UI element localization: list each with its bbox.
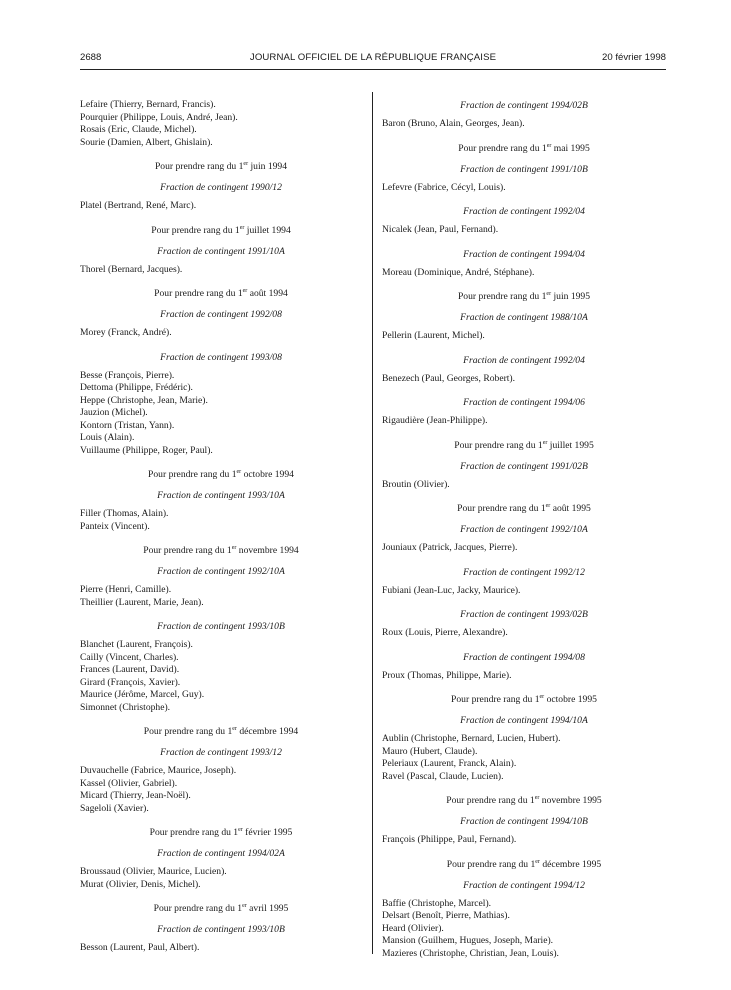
- appointee-entry: Sourie (Damien, Albert, Ghislain).: [80, 136, 213, 148]
- rank-date-prefix: Pour prendre rang du 1: [149, 827, 239, 838]
- rank-date-month: août 1994: [247, 288, 288, 299]
- rank-date-prefix: Pour prendre rang du 1: [153, 903, 243, 914]
- contingent-fraction-heading: Fraction de contingent 1993/10A: [157, 490, 285, 501]
- appointee-entry: Louis (Alain).: [80, 432, 135, 443]
- appointee-entry: Mansion (Guilhem, Hugues, Joseph, Marie).: [382, 935, 554, 946]
- appointee-entry: Kassel (Olivier, Gabriel).: [80, 777, 178, 789]
- rank-date-prefix: Pour prendre rang du 1: [154, 161, 244, 172]
- contingent-fraction-heading: Fraction de contingent 1992/08: [160, 309, 282, 320]
- appointee-entry: Pellerin (Laurent, Michel).: [382, 330, 485, 341]
- right-column: [382, 99, 666, 960]
- appointee-entry: Broutin (Olivier).: [382, 478, 450, 490]
- rank-date-month: avril 1995: [246, 903, 289, 914]
- contingent-fraction-heading: Fraction de contingent 1988/10A: [460, 312, 588, 323]
- ordinal-superscript: er: [236, 469, 242, 475]
- appointee-entry: Mauro (Hubert, Claude).: [382, 745, 478, 757]
- appointee-entry: Kontorn (Tristan, Yann).: [80, 419, 175, 431]
- contingent-fraction-heading: Fraction de contingent 1994/02B: [460, 100, 588, 111]
- rank-date-heading: [382, 858, 666, 871]
- contingent-fraction-heading: Fraction de contingent 1994/10A: [460, 715, 588, 726]
- left-column: [80, 99, 362, 955]
- appointee-entry: Dettoma (Philippe, Frédéric).: [80, 382, 193, 393]
- publication-date: 20 février 1998: [602, 52, 666, 63]
- appointee-entry: Nicalek (Jean, Paul, Fernand).: [382, 224, 499, 235]
- contingent-fraction-heading: Fraction de contingent 1993/10B: [157, 621, 285, 632]
- appointee-entry: Jauzion (Michel).: [80, 407, 148, 418]
- appointee-entry: Ravel (Pascal, Claude, Lucien).: [382, 770, 504, 782]
- appointee-entry: Pourquier (Philippe, Louis, André, Jean).: [80, 111, 238, 123]
- rank-date-prefix: Pour prendre rang du 1: [148, 469, 237, 480]
- contingent-fraction-heading: Fraction de contingent 1991/10A: [157, 245, 285, 257]
- rank-date-month: décembre 1995: [539, 858, 602, 870]
- contingent-fraction-heading: Fraction de contingent 1991/02B: [460, 460, 588, 472]
- appointee-entry: Rosais (Eric, Claude, Michel).: [80, 124, 197, 135]
- appointee-entry: Broussaud (Olivier, Maurice, Lucien).: [80, 866, 227, 877]
- rank-date-heading: [382, 142, 666, 155]
- ordinal-superscript: er: [239, 224, 245, 231]
- appointee-entry: Theillier (Laurent, Marie, Jean).: [80, 596, 204, 608]
- contingent-fraction-heading: Fraction de contingent 1990/12: [160, 182, 282, 193]
- appointee-entry: Lefevre (Fabrice, Cécyl, Louis).: [382, 181, 506, 193]
- appointee-entry: Morey (Franck, André).: [80, 327, 172, 338]
- ordinal-superscript: er: [546, 142, 552, 149]
- page-header: [80, 52, 666, 68]
- appointee-entry: Duvauchelle (Fabrice, Maurice, Joseph).: [80, 765, 237, 776]
- rank-date-prefix: Pour prendre rang du 1: [446, 858, 536, 870]
- contingent-fraction-heading: Fraction de contingent 1992/12: [463, 566, 585, 578]
- contingent-fraction-heading: Fraction de contingent 1992/04: [463, 206, 585, 217]
- appointee-entry: Simonnet (Christophe).: [80, 701, 171, 713]
- rank-date-month: juillet 1994: [244, 224, 291, 236]
- appointee-entry: François (Philippe, Paul, Fernand).: [382, 834, 517, 845]
- appointee-entry: Panteix (Vincent).: [80, 520, 150, 532]
- contingent-fraction-heading: Fraction de contingent 1992/10A: [157, 566, 285, 577]
- ordinal-superscript: er: [242, 288, 248, 294]
- rank-date-heading: [80, 725, 362, 738]
- appointee-entry: Frances (Laurent, David).: [80, 664, 180, 675]
- appointee-entry: Peleriaux (Laurent, Franck, Alain).: [382, 758, 517, 769]
- appointee-entry: Proux (Thomas, Philippe, Marie).: [382, 669, 512, 681]
- ordinal-superscript: er: [238, 827, 243, 833]
- appointee-entry: Roux (Louis, Pierre, Alexandre).: [382, 627, 508, 638]
- page-number: 2688: [80, 52, 102, 63]
- ordinal-superscript: er: [535, 858, 540, 865]
- rank-date-heading: [382, 794, 666, 807]
- rank-date-prefix: Pour prendre rang du 1: [458, 142, 547, 154]
- rank-date-month: juin 1995: [551, 291, 591, 302]
- appointee-entry: Rigaudière (Jean-Philippe).: [382, 415, 488, 426]
- contingent-fraction-heading: Fraction de contingent 1994/06: [463, 397, 585, 408]
- ordinal-superscript: er: [545, 503, 551, 509]
- rank-date-heading: [80, 826, 362, 839]
- contingent-fraction-heading: Fraction de contingent 1991/10B: [460, 163, 588, 175]
- appointee-entry: Cailly (Vincent, Charles).: [80, 651, 179, 663]
- rank-date-prefix: Pour prendre rang du 1: [454, 439, 543, 451]
- appointee-entry: Platel (Bertrand, René, Marc).: [80, 200, 197, 211]
- rank-date-heading: [382, 693, 666, 706]
- contingent-fraction-heading: Fraction de contingent 1993/12: [160, 747, 282, 758]
- rank-date-heading: [80, 287, 362, 300]
- ordinal-superscript: er: [534, 795, 540, 801]
- journal-title: JOURNAL OFFICIEL DE LA RÉPUBLIQUE FRANÇAISE: [249, 52, 497, 63]
- column-divider: [372, 92, 373, 954]
- rank-date-prefix: Pour prendre rang du 1: [451, 694, 540, 705]
- rank-date-prefix: Pour prendre rang du 1: [151, 224, 240, 236]
- ordinal-superscript: er: [546, 291, 552, 297]
- rank-date-prefix: Pour prendre rang du 1: [446, 795, 535, 806]
- rank-date-month: novembre 1994: [236, 545, 299, 556]
- appointee-entry: Lefaire (Thierry, Bernard, Francis).: [80, 99, 216, 110]
- rank-date-month: juillet 1995: [547, 439, 594, 451]
- appointee-entry: Delsart (Benoît, Pierre, Mathias).: [382, 910, 510, 921]
- rank-date-heading: [382, 290, 666, 303]
- ordinal-superscript: er: [243, 161, 249, 167]
- appointee-entry: Fubiani (Jean-Luc, Jacky, Maurice).: [382, 584, 521, 596]
- contingent-fraction-heading: Fraction de contingent 1993/10B: [157, 924, 285, 935]
- rank-date-heading: [382, 502, 666, 515]
- appointee-entry: Baffie (Christophe, Marcel).: [382, 897, 492, 909]
- appointee-entry: Vuillaume (Philippe, Roger, Paul).: [80, 444, 213, 456]
- appointee-entry: Heppe (Christophe, Jean, Marie).: [80, 394, 208, 406]
- appointee-entry: Mazieres (Christophe, Christian, Jean, Louis).: [382, 947, 559, 959]
- appointee-entry: Girard (François, Xavier).: [80, 676, 181, 688]
- rank-date-month: mai 1995: [551, 142, 590, 154]
- rank-date-month: octobre 1995: [544, 694, 597, 705]
- contingent-fraction-heading: Fraction de contingent 1994/10B: [460, 816, 588, 827]
- appointee-entry: Aublin (Christophe, Bernard, Lucien, Hubert).: [382, 733, 561, 744]
- contingent-fraction-heading: Fraction de contingent 1994/08: [463, 651, 585, 663]
- rank-date-heading: [80, 544, 362, 557]
- ordinal-superscript: er: [242, 903, 247, 909]
- rank-date-heading: [80, 902, 362, 915]
- ordinal-superscript: er: [232, 726, 237, 732]
- contingent-fraction-heading: Fraction de contingent 1993/08: [160, 351, 282, 363]
- appointee-entry: Besse (François, Pierre).: [80, 369, 175, 381]
- contingent-fraction-heading: Fraction de contingent 1992/04: [463, 354, 585, 366]
- appointee-entry: Blanchet (Laurent, François).: [80, 639, 193, 650]
- contingent-fraction-heading: Fraction de contingent 1994/04: [463, 248, 585, 260]
- appointee-entry: Murat (Olivier, Denis, Michel).: [80, 878, 201, 890]
- rank-date-heading: [80, 468, 362, 481]
- appointee-entry: Sageloli (Xavier).: [80, 802, 149, 814]
- appointee-entry: Filler (Thomas, Alain).: [80, 508, 169, 519]
- contingent-fraction-heading: Fraction de contingent 1994/12: [463, 879, 585, 891]
- appointee-entry: Benezech (Paul, Georges, Robert).: [382, 372, 516, 384]
- contingent-fraction-heading: Fraction de contingent 1993/02B: [460, 609, 588, 620]
- appointee-entry: Jouniaux (Patrick, Jacques, Pierre).: [382, 542, 518, 553]
- contingent-fraction-heading: Fraction de contingent 1992/10A: [460, 524, 588, 535]
- rank-date-month: août 1995: [550, 503, 591, 514]
- appointee-entry: Moreau (Dominique, André, Stéphane).: [382, 266, 535, 278]
- appointee-entry: Micard (Thierry, Jean-Noël).: [80, 790, 191, 801]
- ordinal-superscript: er: [231, 545, 237, 551]
- ordinal-superscript: er: [539, 694, 545, 700]
- appointee-entry: Thorel (Bernard, Jacques).: [80, 263, 183, 275]
- header-rule: [80, 69, 666, 70]
- rank-date-prefix: Pour prendre rang du 1: [143, 545, 232, 556]
- contingent-fraction-heading: Fraction de contingent 1994/02A: [157, 848, 285, 859]
- rank-date-prefix: Pour prendre rang du 1: [457, 291, 547, 302]
- rank-date-heading: [80, 160, 362, 173]
- appointee-entry: Baron (Bruno, Alain, Georges, Jean).: [382, 118, 525, 129]
- rank-date-month: février 1995: [242, 827, 293, 838]
- rank-date-month: novembre 1995: [539, 795, 602, 806]
- appointee-entry: Heard (Olivier).: [382, 922, 444, 934]
- rank-date-prefix: Pour prendre rang du 1: [143, 726, 233, 737]
- appointee-entry: Besson (Laurent, Paul, Albert).: [80, 942, 200, 953]
- rank-date-month: octobre 1994: [241, 469, 294, 480]
- rank-date-prefix: Pour prendre rang du 1: [457, 503, 546, 514]
- appointee-entry: Maurice (Jérôme, Marcel, Guy).: [80, 689, 205, 700]
- rank-date-month: juin 1994: [248, 161, 288, 172]
- appointee-entry: Pierre (Henri, Camille).: [80, 584, 172, 595]
- rank-date-month: décembre 1994: [236, 726, 299, 737]
- rank-date-heading: [80, 224, 362, 237]
- rank-date-prefix: Pour prendre rang du 1: [154, 288, 243, 299]
- ordinal-superscript: er: [542, 439, 548, 446]
- rank-date-heading: [382, 439, 666, 452]
